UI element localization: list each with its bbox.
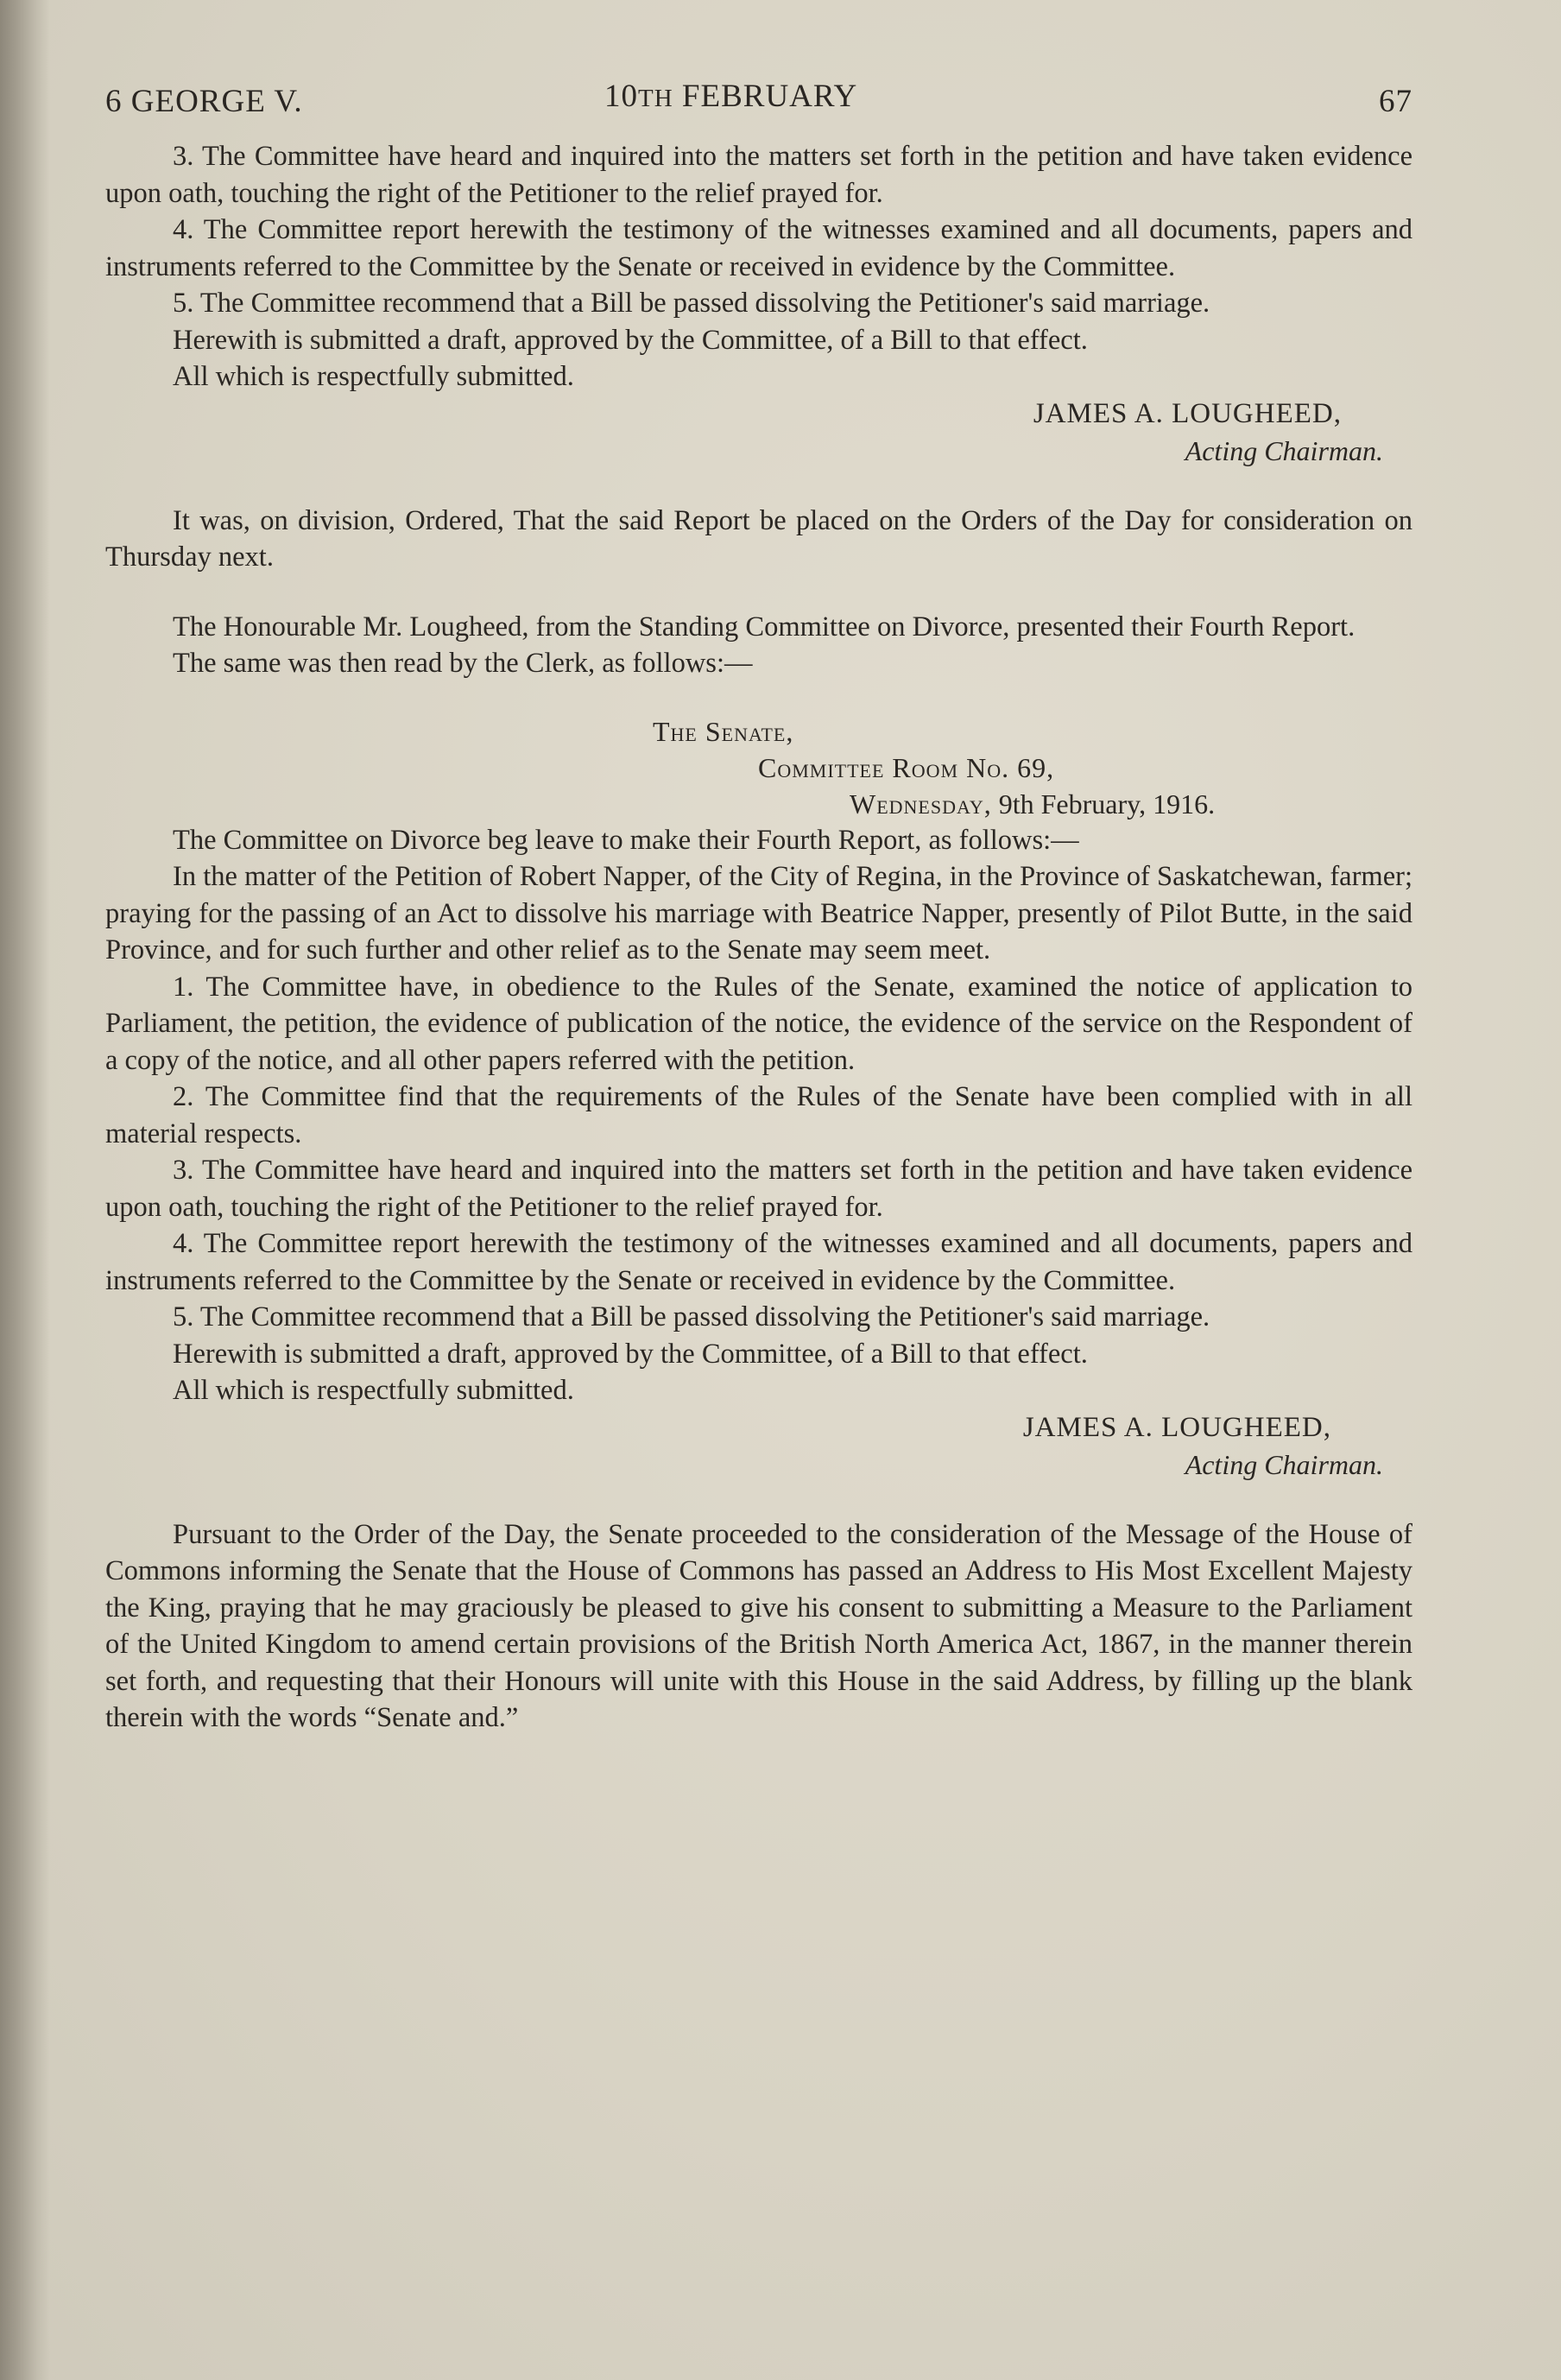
third-report-continuation (105, 138, 1412, 470)
report-address-block (105, 713, 1412, 822)
header-date: 10TH FEBRUARY (604, 79, 858, 114)
page-number: 67 (1379, 84, 1412, 119)
report-paragraph-5: 5. The Committee recommend that a Bill be passed dissolving the Petitioner's said marriage. (173, 288, 1210, 319)
report-paragraph-3: 3. The Committee have heard and inquired into the matters set forth in the petition and have taken evidence upon oath, touching the right of the Petitioner to the relief prayed for. (105, 141, 1412, 209)
chairman-signature: JAMES A. LOUGHEED, (1022, 1411, 1331, 1443)
report-paragraph-4: 4. The Committee report herewith the testimony of the witnesses examined and all documents, papers and instruments referred to the Committee by the Senate or received in evidence by the Committee. (105, 214, 1412, 282)
report-matter: In the matter of the Petition of Robert Napper, of the City of Regina, in the Province of Saskatchewan, farmer; praying for the passing of an Act to dissolve his marriage with Beatrice Napper, presently of Pilot Butte, in the said Province, and for such further and other relief as to the Senate may seem meet. (105, 861, 1412, 965)
address-date: Wednesday, 9th February, 1916. (850, 788, 1216, 820)
report-paragraph-1: 1. The Committee have, in obedience to the Rules of the Senate, examined the notice of application to Parliament, the petition, the evidence of publication of the notice, the evidence of the service on the Respondent of a copy of the notice, and all other papers referred with the petition. (105, 971, 1412, 1076)
report-paragraph-5: 5. The Committee recommend that a Bill be passed dissolving the Petitioner's said marriage. (173, 1301, 1210, 1332)
header-regnal-year: 6 GEORGE V. (105, 84, 303, 119)
read-by-clerk: The same was then read by the Clerk, as follows:— (173, 648, 753, 679)
report-paragraph-4: 4. The Committee report herewith the testimony of the witnesses examined and all documents, papers and instruments referred to the Committee by the Senate or received in evidence by the Committee. (105, 1228, 1412, 1296)
address-room: Committee Room No. 69, (758, 751, 1055, 783)
report-paragraph-3: 3. The Committee have heard and inquired into the matters set forth in the petition and have taken evidence upon oath, touching the right of the Petitioner to the relief prayed for. (105, 1155, 1412, 1223)
report-paragraph-2: 2. The Committee find that the requirements of the Rules of the Senate have been complied with in all material respects. (105, 1081, 1412, 1149)
chairman-title: Acting Chairman. (1185, 434, 1383, 466)
fourth-report (105, 822, 1412, 1484)
address-senate: The Senate, (653, 715, 794, 747)
report-submitted: All which is respectfully submitted. (173, 1375, 574, 1406)
report-intro: The Committee on Divorce beg leave to make their Fourth Report, as follows:— (173, 824, 1079, 856)
report-submitted: All which is respectfully submitted. (173, 361, 574, 392)
chairman-signature: JAMES A. LOUGHEED, (1033, 397, 1342, 429)
chairman-title: Acting Chairman. (1185, 1448, 1383, 1480)
report-herewith: Herewith is submitted a draft, approved by the Committee, of a Bill to that effect. (173, 1338, 1088, 1370)
presented-paragraph: The Honourable Mr. Lougheed, from the Standing Committee on Divorce, presented their Fourth Report. (173, 611, 1356, 642)
running-header (105, 69, 1412, 123)
pursuant-paragraph: Pursuant to the Order of the Day, the Senate proceeded to the consideration of the Message of the House of Commons informing the Senate that the House of Commons has passed an Address to His Most Excellent Majesty the King, praying that he may graciously be pleased to give his consent to submitting a Measure to the Parliament of the United Kingdom to amend certain provisions of the British North America Act, 1867, in the manner therein set forth, and requesting that their Honours will unite with this House in the said Address, by filling up the blank therein with the words “Senate and.” (105, 1518, 1412, 1733)
report-herewith: Herewith is submitted a draft, approved by the Committee, of a Bill to that effect. (173, 324, 1088, 356)
page-content (105, 69, 1412, 1737)
ordered-paragraph: It was, on division, Ordered, That the said Report be placed on the Orders of the Day for consideration on Thursday next. (105, 504, 1412, 573)
page-binding-edge (0, 0, 50, 2380)
